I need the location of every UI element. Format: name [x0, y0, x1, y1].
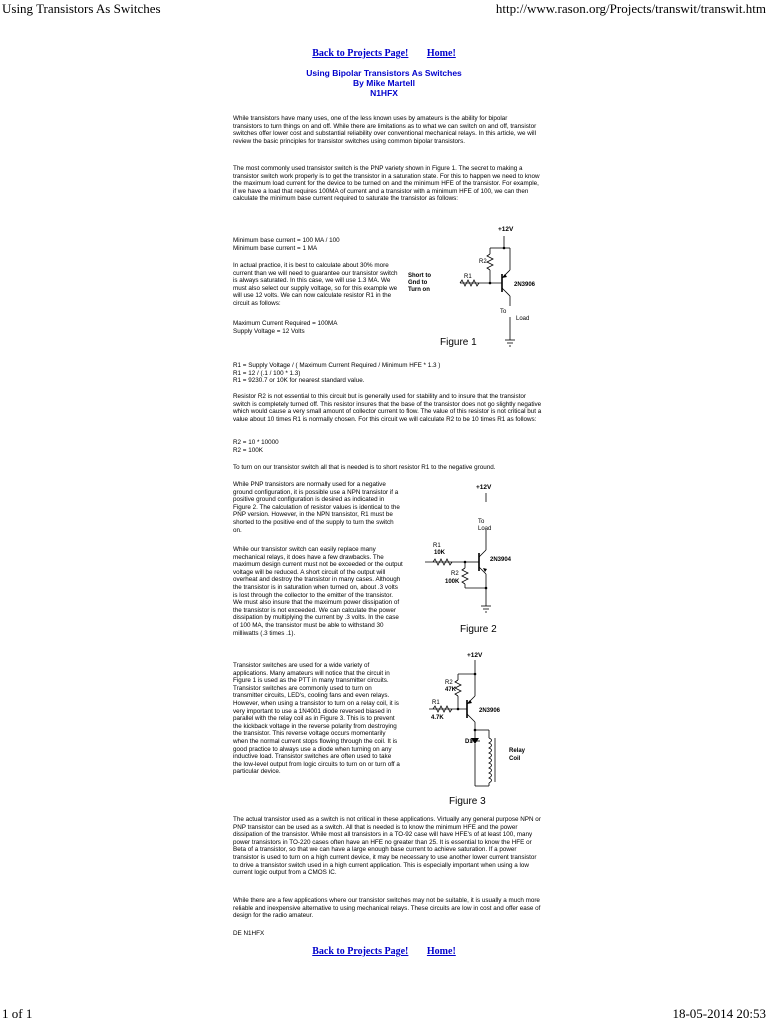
- figure-3-caption: Figure 3: [449, 796, 486, 807]
- article-callsign: N1HFX: [370, 88, 398, 98]
- page-title: Using Transistors As Switches: [2, 1, 161, 16]
- page-url: http://www.rason.org/Projects/transwit/transwit.htm: [495, 1, 766, 16]
- print-timestamp: 18-05-2014 20:53: [672, 1006, 766, 1021]
- figure-3-r2-value: 47K: [445, 687, 457, 693]
- figure-2-r2-value: 100K: [445, 579, 460, 585]
- figure-1-vcc: +12V: [498, 226, 514, 233]
- figure-2-r2-label: R2: [451, 571, 459, 577]
- figure-1-r1-label: R1: [464, 274, 472, 280]
- figure-1-input-line-2: Gnd to: [408, 280, 428, 286]
- back-to-projects-link[interactable]: Back to Projects Page!: [312, 48, 409, 59]
- calc-r2: R2 = 10 * 10000 R2 = 100K: [233, 439, 279, 454]
- back-to-projects-link-bottom[interactable]: Back to Projects Page!: [312, 946, 409, 957]
- figure-1-caption: Figure 1: [440, 337, 477, 348]
- print-header: [0, 0, 768, 20]
- home-link[interactable]: Home!: [426, 48, 456, 59]
- article-title: Using Bipolar Transistors As Switches: [306, 68, 462, 78]
- figure-2-r1-label: R1: [433, 543, 441, 549]
- paragraph-r2: Resistor R2 is not essential to this circuit but is generally used for stability and to insure that the transistor switch is completely turned off. This resistor insures that the base of the transistor does not go slightly negative which would cause a very small amount of collector current to flow. The value of this resistor is not critical but a value about 10 times R1 is normally chosen. For this circuit we will calculate R2 to be 10 times R1 as follows:: [233, 393, 542, 423]
- figure-1-r2-label: R2: [479, 259, 487, 265]
- calc-current-supply: Maximum Current Required = 100MA Supply Voltage = 12 Volts: [233, 320, 338, 335]
- figure-1-load-line-2: Load: [516, 316, 530, 322]
- bottom-nav: [0, 946, 768, 957]
- top-nav: [0, 48, 768, 59]
- calc-r1: R1 = Supply Voltage / ( Maximum Current Required / Minimum HFE * 1.3 ) R1 = 12 / (.1 / 100 * 1.3) R1 = 9230.7 or 10K for nearest standard value.: [233, 362, 441, 385]
- figure-2-schematic: [405, 480, 540, 640]
- figure-2-transistor: 2N3904: [490, 557, 512, 563]
- figure-3-r1-value: 4.7K: [431, 715, 444, 721]
- figure-3-vcc: +12V: [467, 652, 483, 659]
- calc-min-base: Minimum base current = 100 MA / 100 Minimum base current = 1 MA: [233, 237, 340, 252]
- paragraph-transistor-choice: The actual transistor used as a switch is not critical in these applications. Virtually any general purpose NPN or PNP transistor can be used as a switch. All that is needed is to know the minimum HFE and the power dissipation of the transistor. While most all transistors in a TO-92 case will have HFE's of at least 100, many power transistors in TO-220 cases often have an HFE no greater than 25. It is essential to know the HFE or Beta of a transistor, so that we can have a large enough base current to achieve saturation. If a power transistor is used to turn on a high current device, it may be necessary to use another lower current transistor to drive a transistor switch used in a high current application. This is especially important when using a low current logic output from a CMOS IC.: [233, 816, 541, 877]
- paragraph-intro: While transistors have many uses, one of the less known uses by amateurs is the ability for bipolar transistors to turn things on and off. While there are limitations as to what we can switch on and off, transistor switches offer lower cost and substantial reliability over conventional mechanical relays. In this article, we will review the basic principles for transistor switches using common bipolar transistors.: [233, 115, 537, 145]
- figure-1-input-line-1: Short to: [408, 273, 431, 279]
- figure-3-relay-line-1: Relay: [509, 748, 526, 754]
- paragraph-pnp: The most commonly used transistor switch is the PNP variety shown in Figure 1. The secret to making a transistor switch work properly is to get the transistor in a saturation state. For this to happen we need to know the maximum load current for the device to be turned on and the minimum HFE of the transistor. For example, if we have a load that requires 100MA of current and a transistor with a minimum HFE of 100, we can then calculate the minimum base current required to saturate the transistor as follows:: [233, 165, 540, 203]
- figure-2-vcc: +12V: [476, 484, 492, 491]
- print-footer: [0, 1004, 768, 1024]
- figure-2-caption: Figure 2: [460, 624, 497, 635]
- figure-1-transistor: 2N3906: [514, 282, 536, 288]
- figure-2-r1-value: 10K: [434, 550, 446, 556]
- signoff: DE N1HFX: [233, 930, 265, 937]
- figure-3-diode-label: D1: [465, 739, 473, 745]
- article-author: By Mike Martell: [353, 78, 415, 88]
- figure-2-load-line-2: Load: [478, 526, 492, 532]
- figure-3-transistor: 2N3906: [479, 708, 501, 714]
- home-link-bottom[interactable]: Home!: [426, 946, 456, 957]
- figure-1-input-line-3: Turn on: [408, 287, 430, 293]
- figure-3-relay-line-2: Coil: [509, 756, 521, 762]
- page-count: 1 of 1: [2, 1006, 33, 1021]
- figure-3-r1-label: R1: [432, 700, 440, 706]
- figure-3-r2-label: R2: [445, 680, 453, 686]
- figure-3-schematic: [405, 646, 540, 811]
- paragraph-applications: Transistor switches are used for a wide variety of applications. Many amateurs will notice that the circuit in Figure 1 is used as the PTT in many transmitter circuits. Transistor switches are commonly used to turn on transmitter circuits, LED's, cooling fans and even relays. However, when using a transistor to turn on a relay coil, it is very important to use a 1N4001 diode reversed biased in parallel with the relay coil as in Figure 3. This is to prevent the kickback voltage in the reverse polarity from destroying the transistor. This reverse voltage occurs momentarily when the normal current stops flowing through the coil. It is good practice to always use a diode when turning on any inductive load. Transistor switches are often used to take the low-level output from logic circuits to turn on or turn off a particular device.: [233, 662, 400, 776]
- article-title-block: [0, 68, 768, 98]
- paragraph-npn: While PNP transistors are normally used for a negative ground configuration, it is possible use a NPN transistor if a positive ground configuration is desired as indicated in Figure 2. The calculation of resistor values is identical to the PNP version. However, in the NPN transistor, R1 must be shorted to the positive end of the supply to turn the switch on.: [233, 481, 400, 534]
- paragraph-practice: In actual practice, it is best to calculate about 30% more current than we will need to guarantee our transistor switch is always saturated. In this case, we will use 1.3 MA. We must also select our supply voltage, so for this example we will use 12 volts. We can now calculate resistor R1 in the circuit as follows:: [233, 262, 398, 307]
- figure-1-schematic: [402, 222, 542, 352]
- figure-1-load-line-1: To: [500, 309, 507, 315]
- paragraph-turn-on: To turn on our transistor switch all that is needed is to short resistor R1 to the negative ground.: [233, 464, 496, 471]
- paragraph-conclusion: While there are a few applications where our transistor switches may not be suitable, it is usually a much more reliable and inexpensive alternative to using mechanical relays. These circuits are low in cost and offer ease of design for the radio amateur.: [233, 897, 541, 920]
- paragraph-drawbacks: While our transistor switch can easily replace many mechanical relays, it does have a few drawbacks. The maximum design current must not be exceeded or the output voltage will be reduced. A short circuit of the output will overheat and destroy the transistor in many cases. Although the transistor is in saturation when turned on, about .3 volts is lost through the collector to the emitter of the transistor. We must also insure that the maximum power dissipation of the transistor is not exceeded. We can calculate the power dissipation by multiplying the current by .3 volts. In the case of 100 MA, the transistor must be able to withstand 30 milliwatts (.3 times .1).: [233, 546, 403, 637]
- figure-2-load-line-1: To: [478, 519, 485, 525]
